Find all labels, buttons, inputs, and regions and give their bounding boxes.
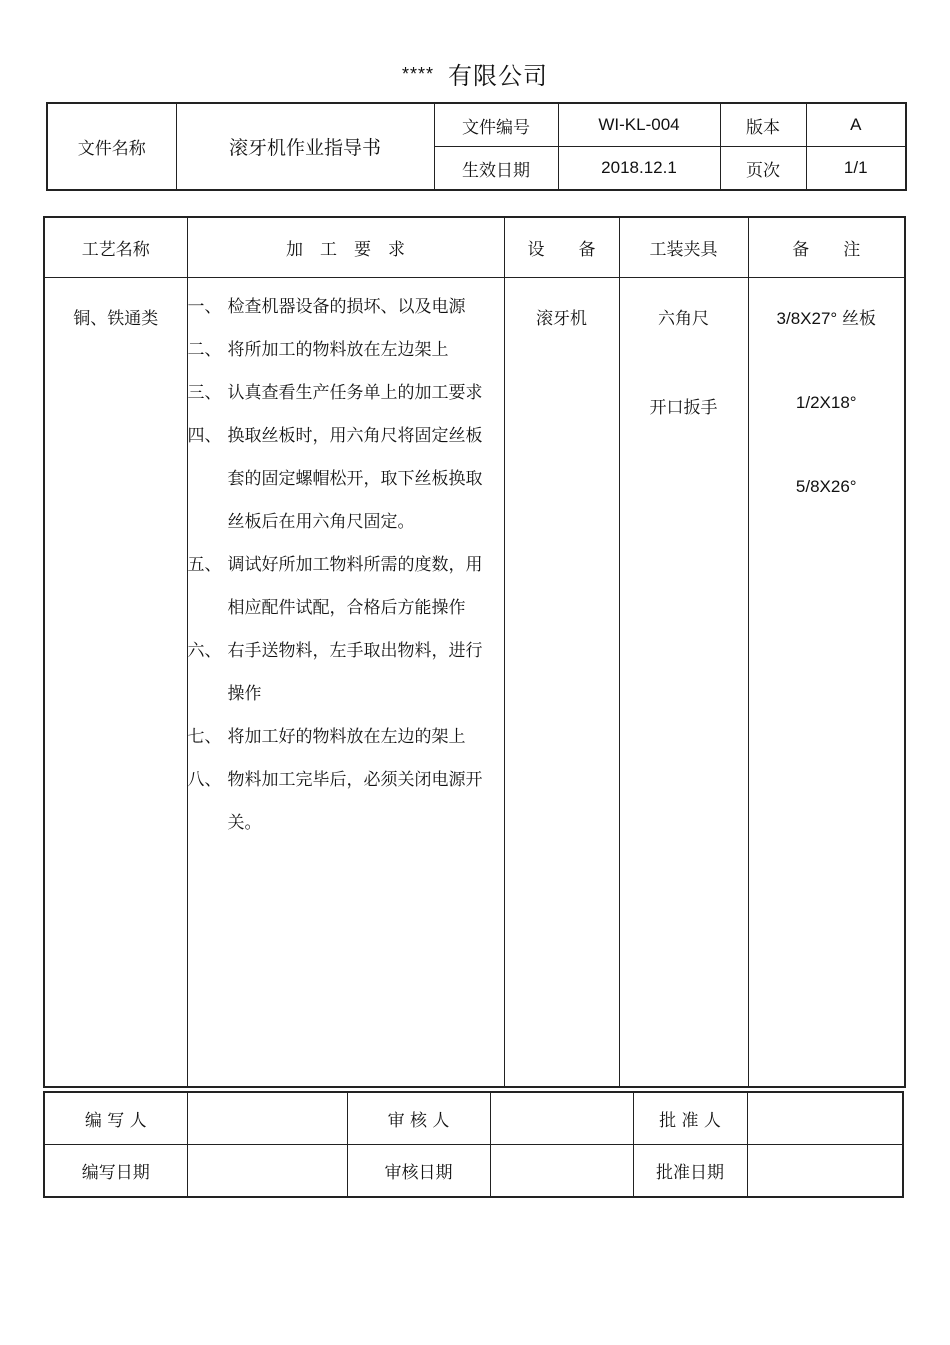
header-process-name: 工艺名称 (44, 217, 187, 278)
approve-date-label: 批准日期 (633, 1145, 747, 1198)
fixtures-cell (619, 278, 748, 1088)
remark-item: 3/8X27° 丝板 (776, 309, 876, 328)
write-date-label: 编写日期 (44, 1145, 187, 1198)
page-label: 页次 (720, 147, 806, 191)
signature-table (43, 1091, 904, 1198)
step-item: 二、 将所加工的物料放在左边架上 (187, 340, 449, 360)
doc-name-label: 文件名称 (47, 103, 176, 190)
version-label: 版本 (720, 103, 806, 147)
writer-label: 编 写 人 (44, 1092, 187, 1145)
effective-date-label: 生效日期 (434, 147, 558, 191)
step-item: 七、 将加工好的物料放在左边的架上 (187, 727, 466, 747)
remark-item: 1/2X18° (795, 393, 857, 412)
company-name: 有限公司 (448, 62, 549, 90)
reviewer-label: 审 核 人 (347, 1092, 490, 1145)
effective-date-value: 2018.12.1 (558, 147, 720, 191)
process-name-cell (44, 278, 187, 1088)
process-name: 铜、铁通类 (73, 309, 159, 329)
approve-date-field[interactable] (747, 1145, 903, 1198)
write-date-field[interactable] (187, 1145, 347, 1198)
approver-label: 批 准 人 (633, 1092, 747, 1145)
approver-field[interactable] (747, 1092, 903, 1145)
equipment-value: 滚牙机 (536, 309, 587, 329)
fixture-item: 六角尺 (658, 309, 709, 329)
review-date-label: 审核日期 (347, 1145, 490, 1198)
equipment-cell (504, 278, 619, 1088)
reviewer-field[interactable] (490, 1092, 633, 1145)
doc-name-value: 滚牙机作业指导书 (176, 103, 434, 190)
writer-field[interactable] (187, 1092, 347, 1145)
doc-no-label: 文件编号 (434, 103, 558, 147)
step-item: 三、 认真查看生产任务单上的加工要求 (187, 383, 483, 403)
header-equipment: 设 备 (504, 217, 619, 278)
document-header-table (46, 102, 907, 191)
remark-item: 5/8X26° (795, 477, 857, 496)
version-value: A (806, 103, 906, 147)
company-stars: **** (401, 64, 435, 84)
remarks-cell (748, 278, 905, 1088)
requirements-cell (187, 278, 504, 1088)
fixture-item: 开口扳手 (649, 398, 718, 418)
doc-no-value: WI-KL-004 (558, 103, 720, 147)
header-remarks: 备 注 (748, 217, 905, 278)
process-table (43, 216, 906, 1088)
page-value: 1/1 (806, 147, 906, 191)
step-item: 六、 右手送物料，左手取出物料，进行操作 (187, 641, 483, 704)
step-item: 五、 调试好所加工物料所需的度数，用相应配件试配，合格后方能操作 (187, 555, 483, 618)
review-date-field[interactable] (490, 1145, 633, 1198)
header-requirements: 加 工 要 求 (187, 217, 504, 278)
step-item: 四、 换取丝板时，用六角尺将固定丝板套的固定螺帽松开，取下丝板换取丝板后在用六角尺固定。 (187, 426, 483, 532)
page-title (0, 56, 950, 91)
header-fixtures: 工装夹具 (619, 217, 748, 278)
step-item: 一、 检查机器设备的损坏、以及电源 (187, 297, 466, 317)
step-item: 八、 物料加工完毕后，必须关闭电源开关。 (187, 770, 483, 833)
